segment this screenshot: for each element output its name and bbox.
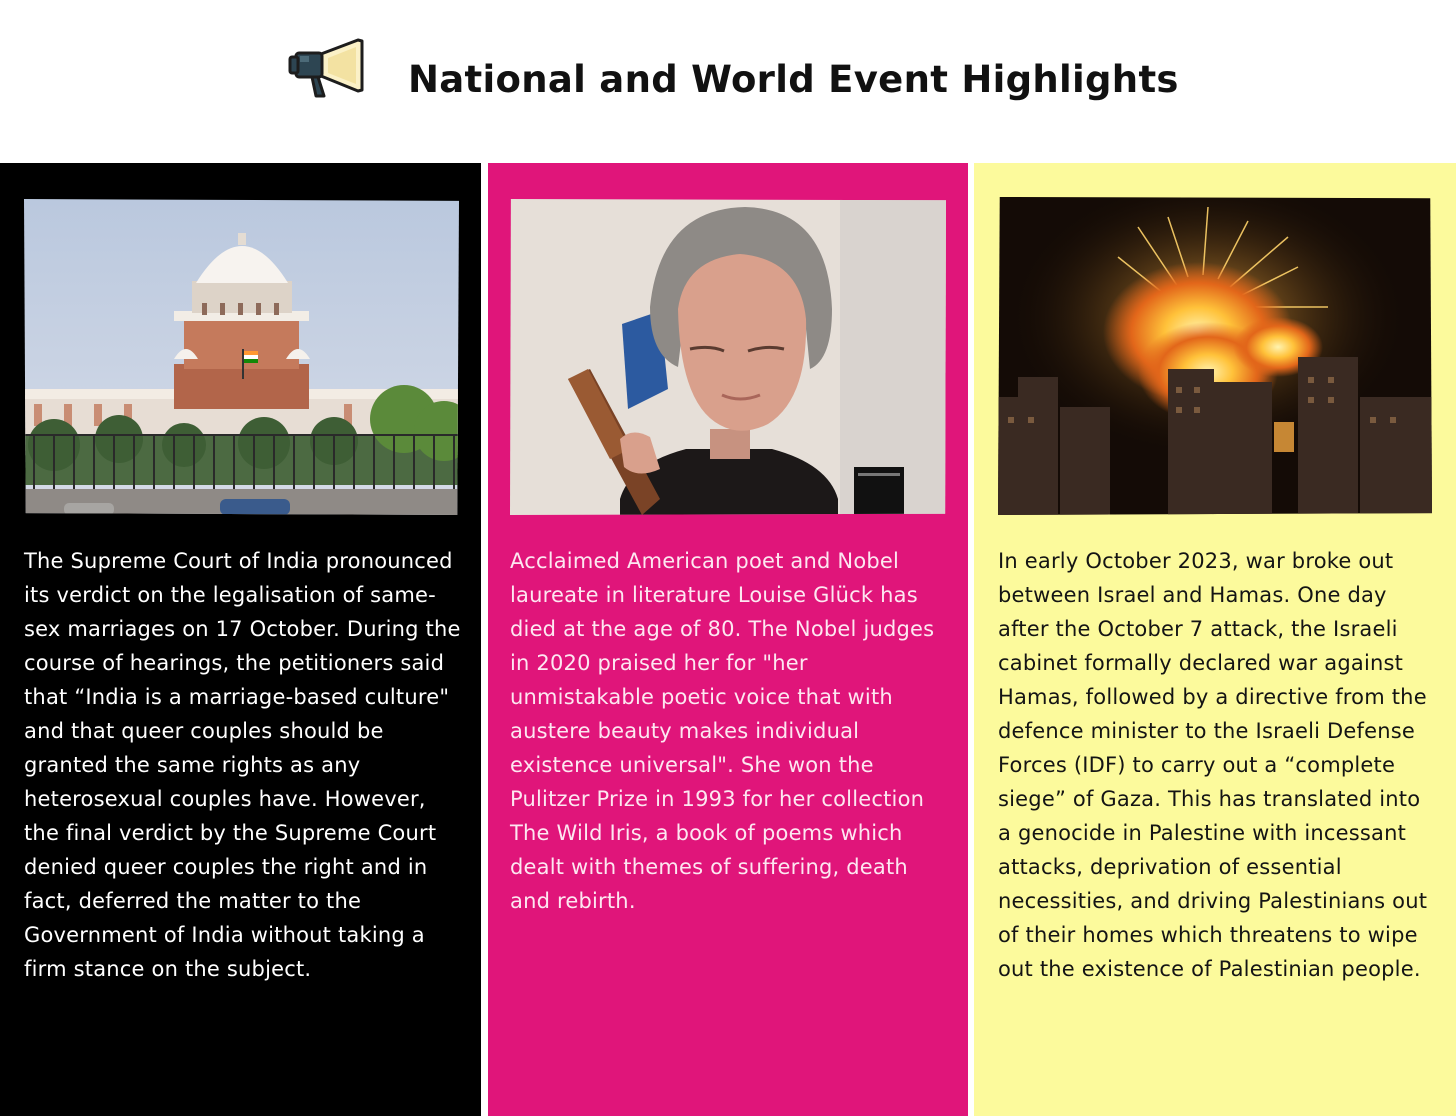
column-supreme-court (0, 163, 481, 1116)
column-louise-gluck (488, 163, 968, 1116)
gaza-text: In early October 2023, war broke out between Israel and Hamas. One day after the October 7 attack, the Israeli cabinet formally declared war against Hamas, followed by a directive from the defence minister to the Israeli Defense Forces (IDF) to carry out a “complete siege” of Gaza. This has translated into a genocide in Palestine with incessant attacks, deprivation of essential necessities, and driving Palestinians out of their homes which threatens to wipe out the existence of Palestinian people. (998, 549, 1428, 981)
louise-gluck-portrait (510, 199, 946, 515)
column-gaza (974, 163, 1456, 1116)
supreme-court-photo (24, 199, 459, 515)
page-header (0, 0, 1456, 163)
page-title: National and World Event Highlights (408, 58, 1179, 101)
gaza-explosion-photo (998, 197, 1432, 515)
louise-gluck-text: Acclaimed American poet and Nobel laureate in literature Louise Glück has died at the age of 80. The Nobel judges in 2020 praised her for "her unmistakable poetic voice that with austere beauty makes individual existence universal". She won the Pulitzer Prize in 1993 for her collection The Wild Iris, a book of poems which dealt with themes of suffering, death and rebirth. (510, 549, 935, 913)
supreme-court-text: The Supreme Court of India pronounced its verdict on the legalisation of same-sex marriages on 17 October. During the course of hearings, the petitioners said that “India is a marriage-based culture" and that queer couples should be granted the same rights as any heterosexual couples have. However, the final verdict by the Supreme Court denied queer couples the right and in fact, deferred the matter to the Government of India without taking a firm stance on the subject. (24, 549, 461, 981)
megaphone-icon (288, 38, 368, 98)
